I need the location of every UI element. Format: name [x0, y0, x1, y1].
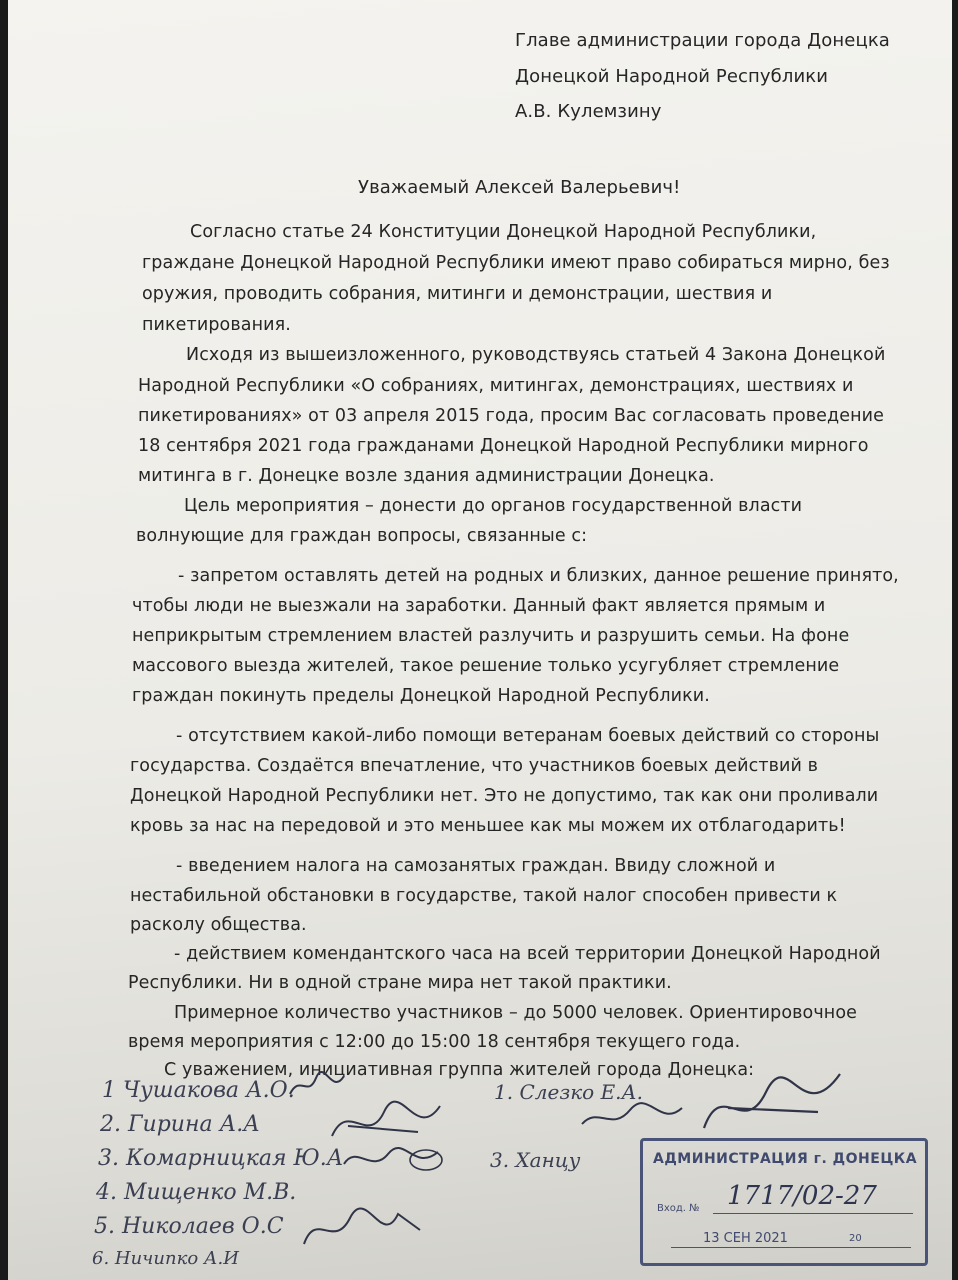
bullet-line: кровь за нас на передовой и это меньшее как мы можем их отблагодарить! — [130, 816, 846, 836]
signature-name: 1 Чушакова А.О. — [102, 1078, 295, 1103]
bullet-line: Донецкой Народной Республики нет. Это не допустимо, так как они проливали — [130, 786, 879, 806]
bullet-line: массового выезда жителей, такое решение только усугубляет стремление — [132, 656, 840, 676]
paragraph-line: Исходя из вышеизложенного, руководствуясь статьей 4 Закона Донецкой — [186, 345, 886, 365]
addressee-line-1: Главе администрации города Донецка — [515, 30, 890, 51]
bullet-line: чтобы люди не выезжали на заработки. Данный факт является прямым и — [132, 596, 826, 616]
paragraph-line: 18 сентября 2021 года гражданами Донецкой Народной Республики мирного — [138, 436, 869, 456]
signature-scribble — [338, 1140, 448, 1180]
stamp-divider — [713, 1213, 913, 1214]
bullet-line: - отсутствием какой-либо помощи ветеранам боевых действий со стороны — [176, 726, 880, 746]
signature-name: 3. Ханцу — [490, 1148, 581, 1172]
registration-stamp — [640, 1138, 928, 1266]
paragraph-line: время мероприятия с 12:00 до 15:00 18 сентября текущего года. — [128, 1032, 741, 1052]
signature-scribble — [698, 1068, 848, 1148]
bullet-line: - действием комендантского часа на всей территории Донецкой Народной — [174, 944, 881, 964]
bullet-line: расколу общества. — [130, 915, 307, 935]
stamp-year: 20 — [849, 1233, 862, 1244]
signature-scribble — [578, 1098, 688, 1138]
salutation: Уважаемый Алексей Валерьевич! — [358, 177, 681, 198]
bullet-line: нестабильной обстановки в государстве, такой налог способен привести к — [130, 886, 838, 906]
signature-name: 5. Николаев О.С — [94, 1214, 284, 1239]
signature-name: 2. Гирина А.А — [100, 1112, 260, 1137]
stamp-date: 13 СЕН 2021 — [703, 1231, 788, 1246]
paragraph-line: граждане Донецкой Народной Республики имеют право собираться мирно, без — [142, 253, 890, 273]
paragraph-line: митинга в г. Донецке возле здания администрации Донецка. — [138, 466, 715, 486]
closing-line: С уважением, инициативная группа жителей города Донецка: — [164, 1060, 755, 1080]
paragraph-line: оружия, проводить собрания, митинги и демонстрации, шествия и — [142, 284, 773, 304]
paragraph-line: Согласно статье 24 Конституции Донецкой Народной Республики, — [190, 222, 817, 242]
stamp-title: АДМИНИСТРАЦИЯ г. ДОНЕЦКА — [653, 1151, 918, 1167]
addressee-line-3: А.В. Кулемзину — [515, 101, 662, 122]
bullet-line: - введением налога на самозанятых граждан. Ввиду сложной и — [176, 856, 776, 876]
signature-name: 6. Ничипко А.И — [92, 1248, 239, 1269]
bullet-line: Республики. Ни в одной стране мира нет такой практики. — [128, 973, 672, 993]
bullet-line: - запретом оставлять детей на родных и близких, данное решение принято, — [178, 566, 899, 586]
bullet-line: граждан покинуть пределы Донецкой Народной Республики. — [132, 686, 710, 706]
paragraph-line: пикетированиях» от 03 апреля 2015 года, просим Вас согласовать проведение — [138, 406, 884, 426]
stamp-incoming-label: Вход. № — [657, 1203, 700, 1214]
bullet-line: государства. Создаётся впечатление, что участников боевых действий в — [130, 756, 819, 776]
signature-scribble — [298, 1200, 428, 1260]
signature-name: 4. Мищенко М.В. — [96, 1180, 297, 1205]
paragraph-line: пикетирования. — [142, 315, 291, 335]
signature-name: 3. Комарницкая Ю.А — [98, 1146, 344, 1171]
stamp-divider — [671, 1247, 911, 1248]
paragraph-line: Примерное количество участников – до 5000 человек. Ориентировочное — [174, 1003, 858, 1023]
paragraph-line: Цель мероприятия – донести до органов государственной власти — [184, 496, 803, 516]
bullet-line: неприкрытым стремлением властей разлучить и разрушить семьи. На фоне — [132, 626, 850, 646]
paragraph-line: Народной Республики «О собраниях, митингах, демонстрациях, шествиях и — [138, 376, 854, 396]
paragraph-line: волнующие для граждан вопросы, связанные с: — [136, 526, 588, 546]
letter-page — [8, 0, 952, 1280]
stamp-incoming-number: 1717/02-27 — [727, 1181, 877, 1211]
addressee-line-2: Донецкой Народной Республики — [515, 66, 829, 87]
signature-name: 1. Слезко Е.А. — [494, 1080, 644, 1104]
